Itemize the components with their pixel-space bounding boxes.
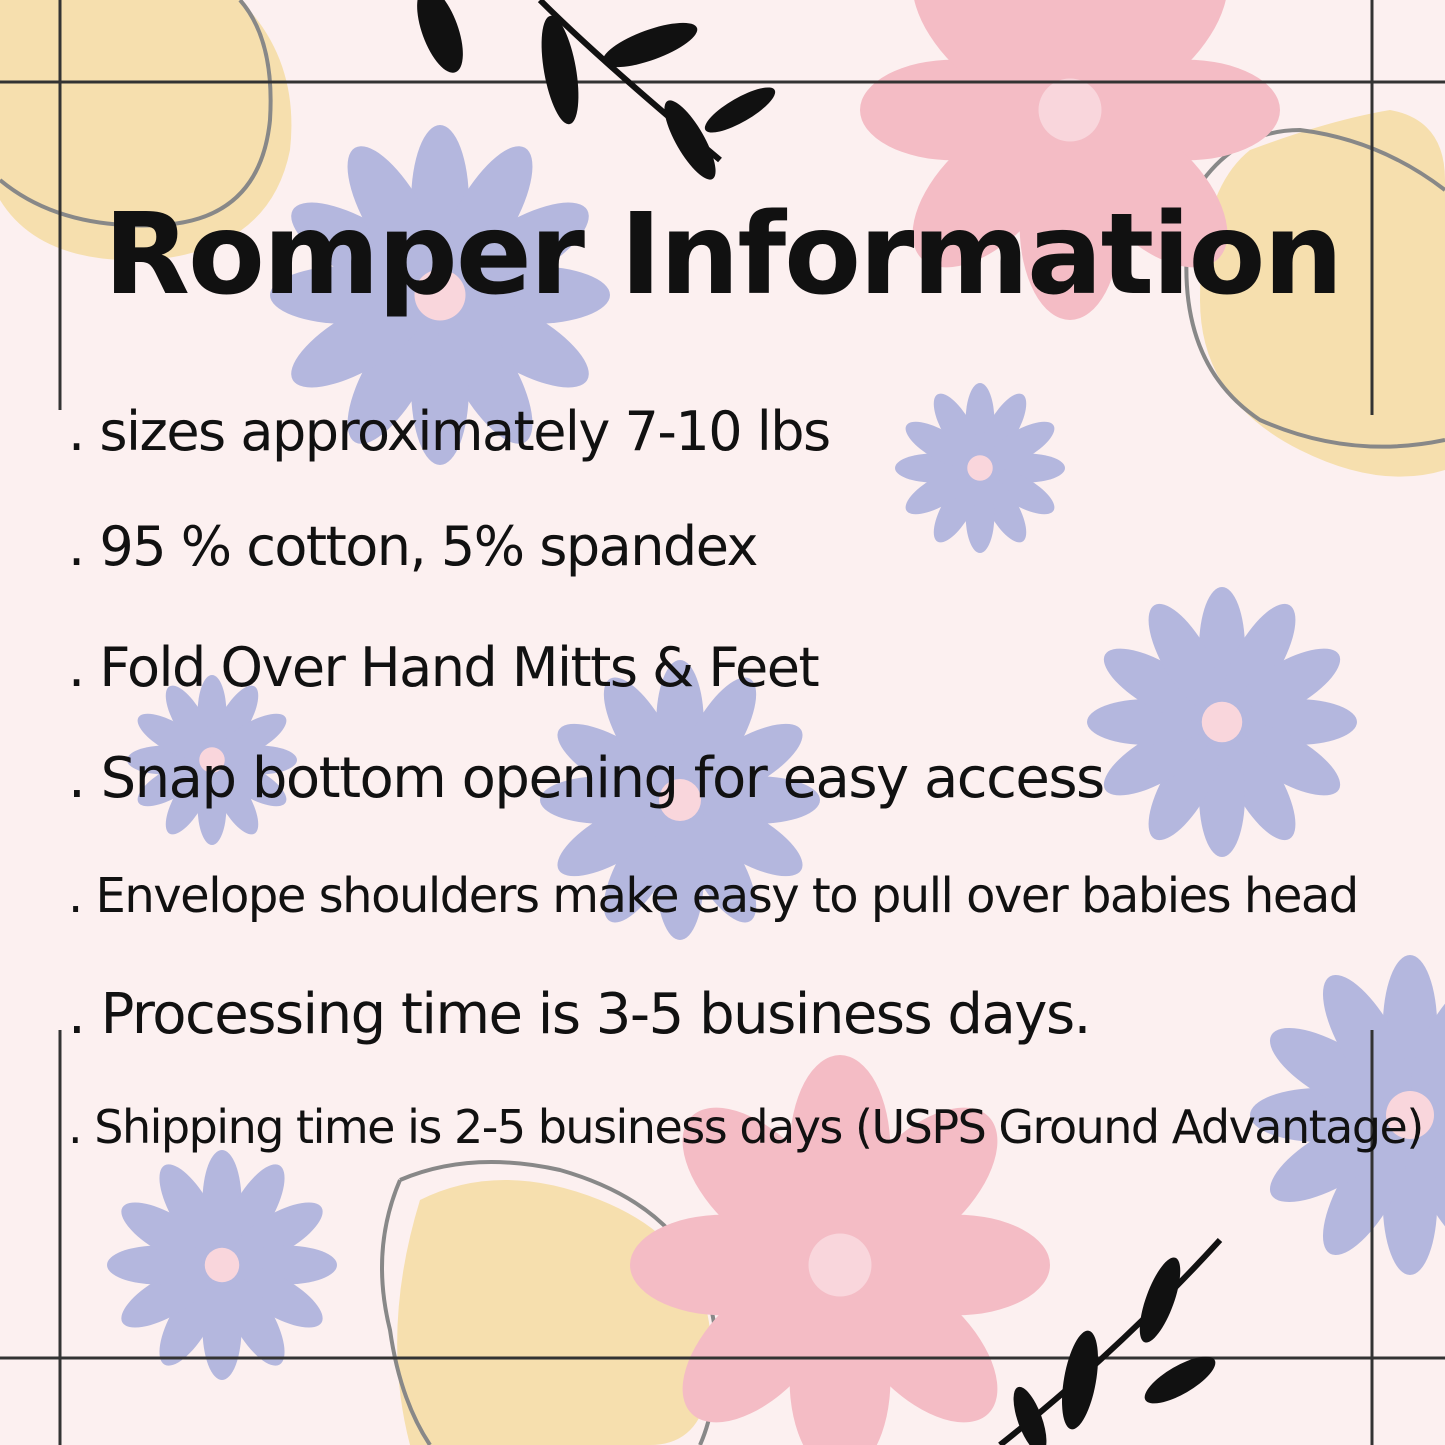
- flower-icon: [895, 383, 1065, 553]
- info-item-text: Envelope shoulders make easy to pull over babies head: [95, 868, 1358, 924]
- bullet-marker: .: [68, 400, 100, 463]
- bullet-marker: .: [68, 868, 96, 924]
- info-item: [68, 636, 818, 699]
- info-item: [68, 1100, 1423, 1154]
- info-item: [68, 982, 1090, 1047]
- bullet-marker: .: [68, 636, 100, 699]
- flower-icon: [107, 1150, 337, 1380]
- info-item: [68, 746, 1104, 811]
- info-item: [68, 400, 830, 463]
- info-item-text: sizes approximately 7-10 lbs: [99, 400, 830, 463]
- info-item: [68, 868, 1358, 924]
- bullet-marker: .: [68, 746, 101, 811]
- info-item-text: Fold Over Hand Mitts & Feet: [99, 636, 819, 699]
- page-title: Romper Information: [103, 190, 1342, 320]
- info-item-text: Shipping time is 2-5 business days (USPS Ground Advantage): [94, 1100, 1423, 1154]
- info-item-text: 95 % cotton, 5% spandex: [99, 515, 757, 578]
- flower-icon: [1087, 587, 1357, 857]
- bullet-marker: .: [68, 1100, 95, 1154]
- bullet-marker: .: [68, 982, 101, 1047]
- info-item-text: Processing time is 3-5 business days.: [100, 982, 1090, 1047]
- bullet-marker: .: [68, 515, 100, 578]
- info-item-text: Snap bottom opening for easy access: [100, 746, 1104, 811]
- info-item: [68, 515, 757, 578]
